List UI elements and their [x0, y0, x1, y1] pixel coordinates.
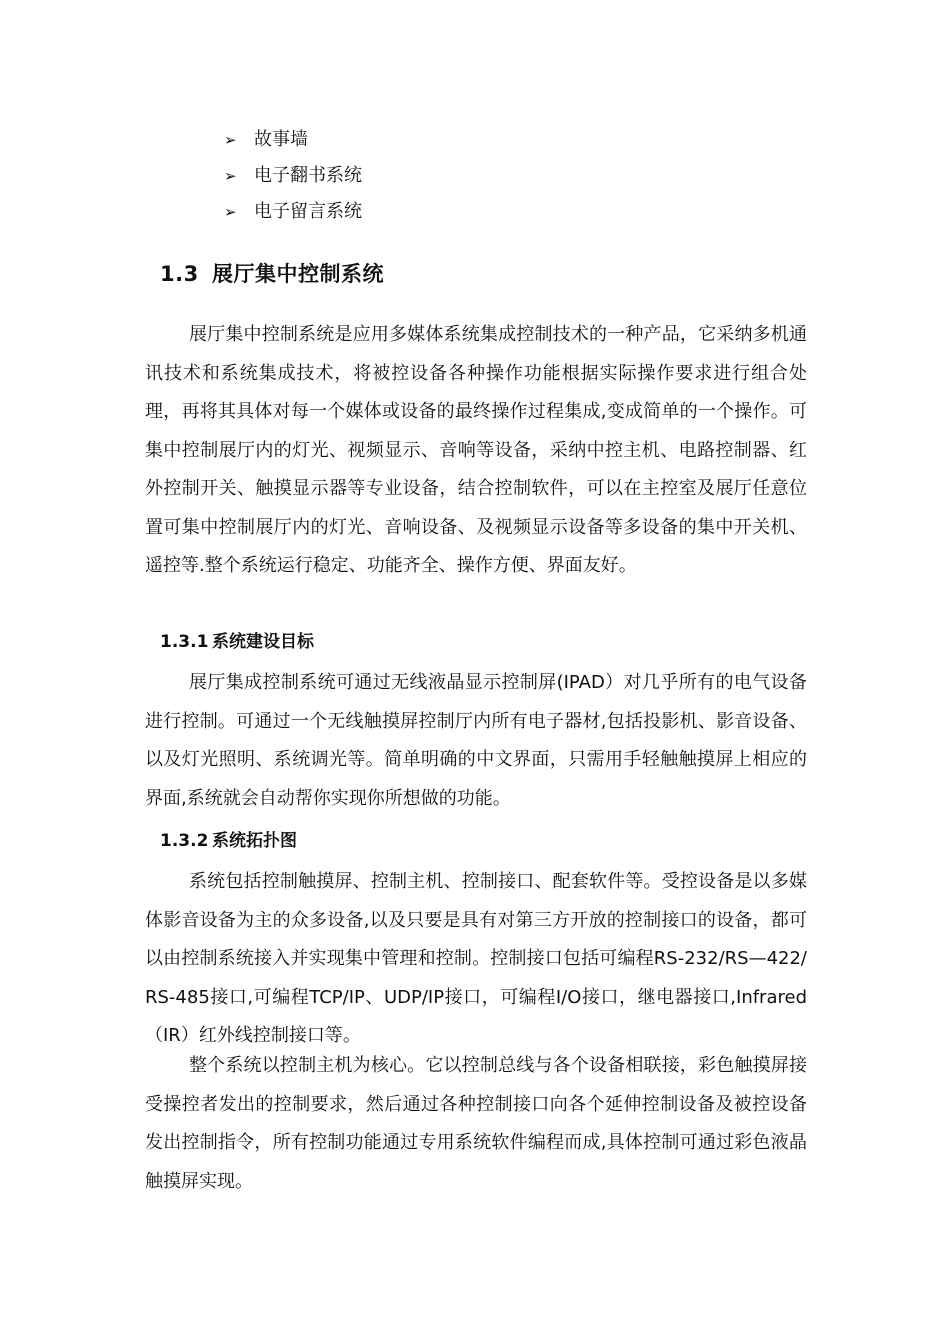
- subsection-paragraph: 整个系统以控制主机为核心。它以控制总线与各个设备相联接，彩色触摸屏接受操控者发出的控制要求，然后通过各种控制接口向各个延伸控制设备及被控设备发出控制指令，所有控制功能通过专用系统软件编程而成,具体控制可通过彩色液晶触摸屏实现。: [145, 1055, 807, 1192]
- subsection-paragraph: 展厅集成控制系统可通过无线液晶显示控制屏(IPAD）对几乎所有的电气设备进行控制。可通过一个无线触摸屏控制厅内所有电子器材,包括投影机、影音设备、以及灯光照明、系统调光等。简单明确的中文界面，只需用手轻触触摸屏上相应的界面,系统就会自动帮你实现你所想做的功能。: [145, 672, 807, 809]
- subsection-heading: [160, 627, 314, 652]
- bullet-text: 故事墙: [254, 129, 308, 150]
- subsection-number: 1.3.1: [160, 632, 209, 652]
- arrow-bullet-icon: ➢: [224, 167, 237, 185]
- subsection-number: 1.3.2: [160, 831, 209, 851]
- list-item: [224, 194, 362, 230]
- bullet-text: 电子翻书系统: [254, 165, 362, 186]
- section-intro-paragraph: 展厅集中控制系统是应用多媒体系统集成控制技术的一种产品，它采纳多机通讯技术和系统集成技术，将被控设备各种操作功能根据实际操作要求进行组合处理，再将其具体对每一个媒体或设备的最终操作过程集成,变成简单的一个操作。可集中控制展厅内的灯光、视频显示、音响等设备，采纳中控主机、电路控制器、红外控制开关、触摸显示器等专业设备，结合控制软件，可以在主控室及展厅任意位置可集中控制展厅内的灯光、音响设备、及视频显示设备等多设备的集中开关机、遥控等.整个系统运行稳定、功能齐全、操作方便、界面友好。: [145, 324, 807, 576]
- section-heading: [160, 258, 384, 288]
- arrow-bullet-icon: ➢: [224, 203, 237, 221]
- section-number: 1.3: [160, 262, 199, 286]
- list-item: [224, 122, 362, 158]
- section-title: 展厅集中控制系统: [212, 262, 384, 286]
- subsection-title: 系统拓扑图: [212, 831, 297, 851]
- arrow-bullet-icon: ➢: [224, 131, 237, 149]
- feature-bullet-list: [224, 122, 362, 230]
- subsection-paragraph: 系统包括控制触摸屏、控制主机、控制接口、配套软件等。受控设备是以多媒体影音设备为主的众多设备,以及只要是具有对第三方开放的控制接口的设备，都可以由控制系统接入并实现集中管理和控制。控制接口包括可编程RS-232/RS—422/RS-485接口,可编程TCP/IP、UDP/IP接口，可编程I/O接口，继电器接口,Infrared（IR）红外线控制接口等。: [145, 871, 807, 1046]
- subsection-heading: [160, 826, 297, 851]
- subsection-title: 系统建设目标: [212, 632, 314, 652]
- list-item: [224, 158, 362, 194]
- bullet-text: 电子留言系统: [254, 201, 362, 222]
